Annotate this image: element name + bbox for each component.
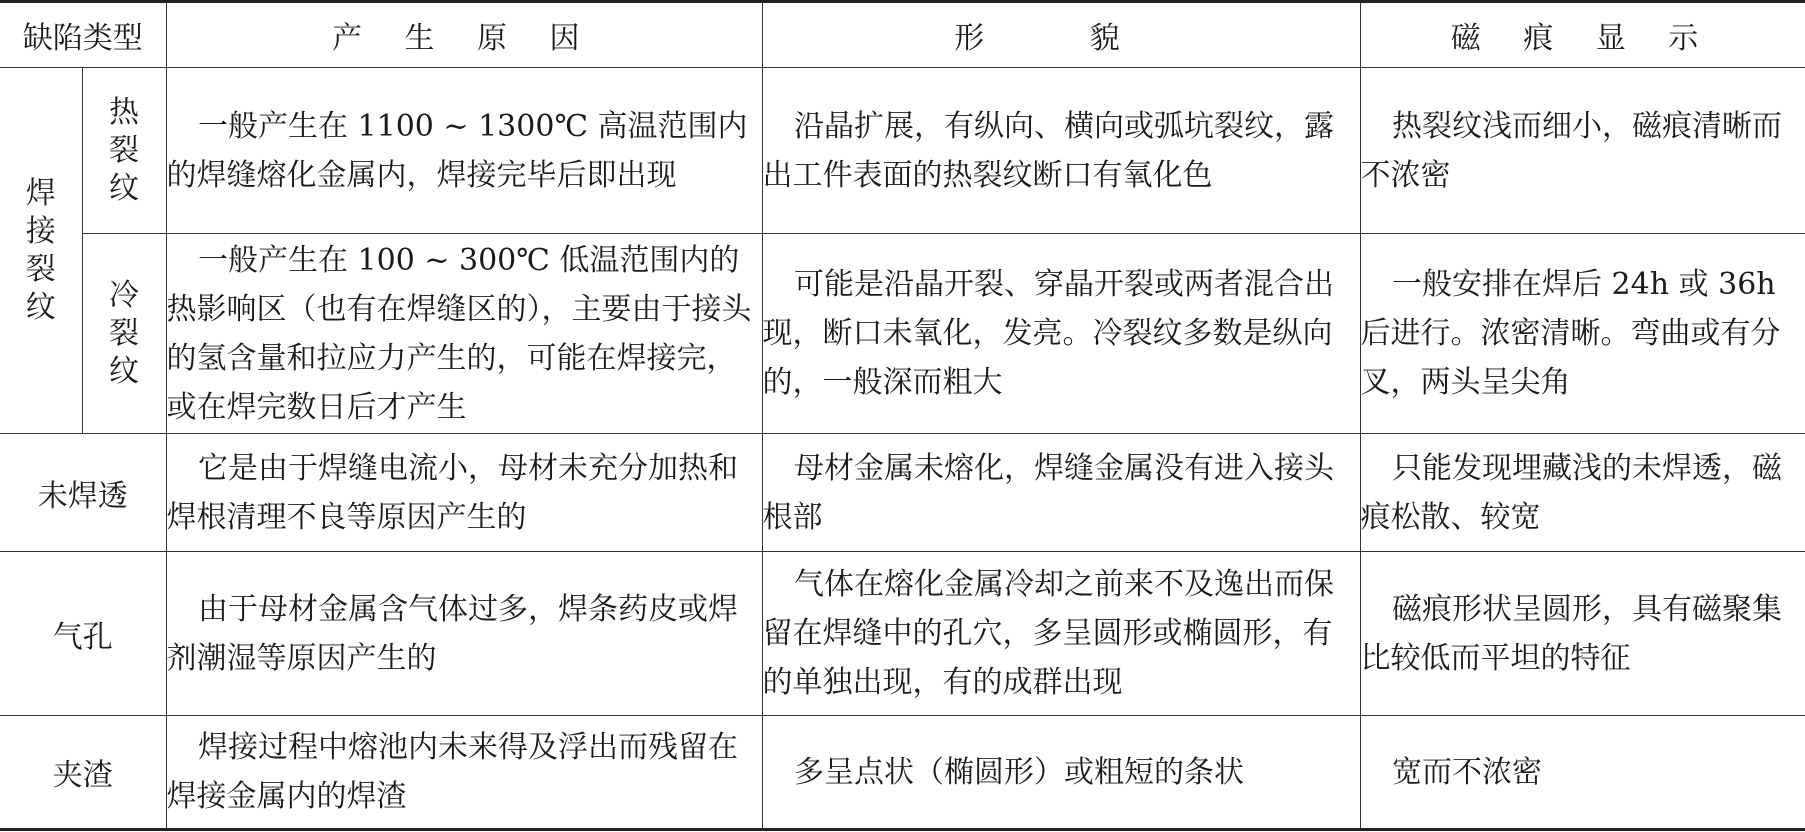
display-text: 一般安排在焊后 24h 或 36h 后进行。浓密清晰。弯曲或有分叉，两头呈尖角 [1360,267,1781,400]
subtype-char: 裂 [109,132,139,168]
table-row-hot-crack [0,68,1805,234]
display-text: 宽而不浓密 [1392,754,1542,790]
cause-cell [166,68,762,234]
subtype-char: 纹 [109,170,139,206]
cause-text: 焊接过程中熔池内未来得及浮出而残留在焊接金属内的焊渣 [166,730,738,814]
weld-crack-group-label [0,68,82,434]
table-row-slag-inclusion [0,716,1805,830]
table-row-incomplete-penetration [0,434,1805,552]
subtype-char: 热 [109,94,139,130]
group-char: 接 [25,213,56,249]
header-row [0,2,1805,68]
subtype-char: 冷 [109,277,139,313]
defect-name: 未焊透 [0,434,166,552]
display-text: 磁痕形状呈圆形，具有磁聚集比较低而平坦的特征 [1360,591,1782,676]
cause-cell [166,552,762,716]
subtype-hot-crack [82,68,166,234]
shape-cell [762,552,1360,716]
display-cell [1360,552,1805,716]
shape-text: 可能是沿晶开裂、穿晶开裂或两者混合出现，断口未氧化，发亮。冷裂纹多数是纵向的，一般深而粗大 [762,267,1334,400]
cause-text: 由于母材金属含气体过多，焊条药皮或焊剂潮湿等原因产生的 [166,591,738,676]
cause-cell [166,234,762,434]
header-cause: 产 生 原 因 [166,2,762,68]
group-char: 纹 [25,289,56,325]
subtype-char: 裂 [109,315,139,351]
cause-cell [166,434,762,552]
cause-text: 一般产生在 100 ~ 300℃ 低温范围内的热影响区（也有在焊缝区的），主要由于接头的氢含量和拉应力产生的，可能在焊接完，或在焊完数日后才产生 [166,242,752,425]
shape-cell [762,234,1360,434]
shape-text: 多呈点状（椭圆形）或粗短的条状 [794,754,1244,790]
shape-cell [762,716,1360,830]
group-char: 裂 [25,251,56,287]
table-row-porosity [0,552,1805,716]
defect-name: 夹渣 [0,716,166,830]
shape-text: 母材金属未熔化，焊缝金属没有进入接头根部 [762,450,1334,535]
subtype-char: 纹 [109,353,139,389]
shape-text: 气体在熔化金属冷却之前来不及逸出而保留在焊缝中的孔穴，多呈圆形或椭圆形，有的单独出现，有的成群出现 [762,567,1334,700]
display-text: 热裂纹浅而细小，磁痕清晰而不浓密 [1360,108,1782,193]
cause-cell [166,716,762,830]
header-shape: 形 貌 [762,2,1360,68]
display-cell [1360,434,1805,552]
shape-text: 沿晶扩展，有纵向、横向或弧坑裂纹，露出工件表面的热裂纹断口有氧化色 [762,108,1334,193]
table-row-cold-crack [0,234,1805,434]
header-defect-type: 缺陷类型 [0,2,166,68]
group-char: 焊 [25,175,56,211]
display-cell [1360,68,1805,234]
display-cell [1360,234,1805,434]
display-text: 只能发现埋藏浅的未焊透，磁痕松散、较宽 [1360,450,1782,535]
shape-cell [762,434,1360,552]
cause-text: 一般产生在 1100 ~ 1300℃ 高温范围内的焊缝熔化金属内，焊接完毕后即出现 [166,108,748,193]
header-magnetic-display: 磁 痕 显 示 [1360,2,1805,68]
display-cell [1360,716,1805,830]
shape-cell [762,68,1360,234]
subtype-cold-crack [82,234,166,434]
cause-text: 它是由于焊缝电流小，母材未充分加热和焊根清理不良等原因产生的 [166,450,738,535]
defect-name: 气孔 [0,552,166,716]
